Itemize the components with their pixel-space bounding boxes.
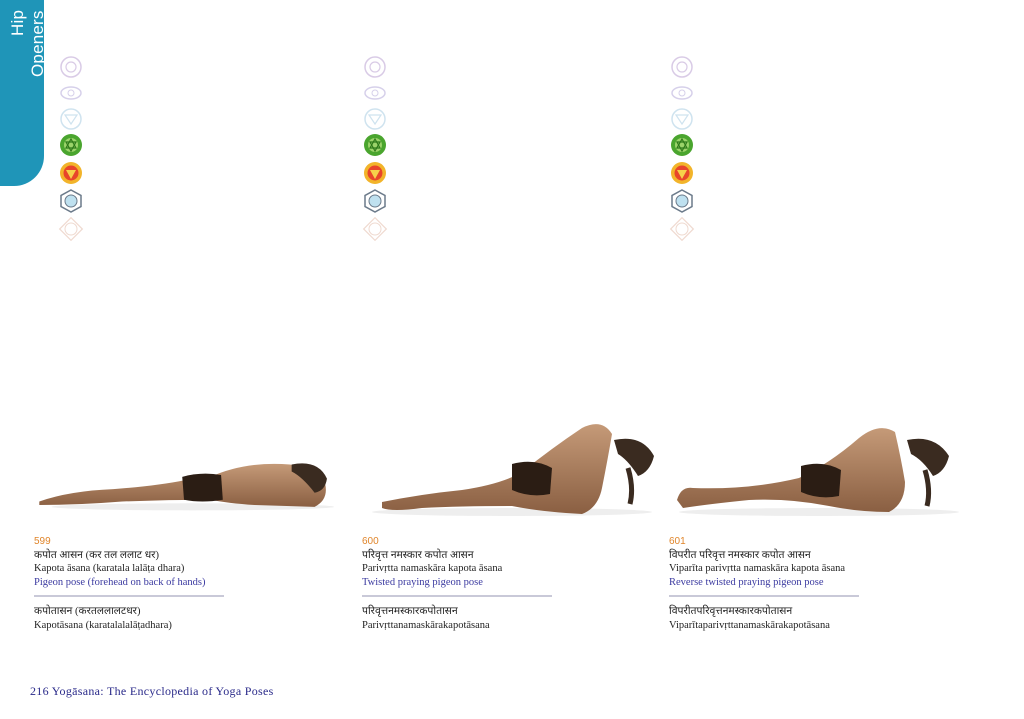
- anahata-chakra-icon: [362, 132, 388, 158]
- sahasrara-chakra-icon: [362, 54, 388, 80]
- pose-english-name: Reverse twisted praying pigeon pose: [669, 576, 824, 588]
- manipura-chakra-icon: [669, 160, 695, 186]
- vishuddha-chakra-icon: [362, 106, 388, 132]
- svadhisthana-chakra-icon: [58, 188, 84, 214]
- ajna-chakra-icon: [669, 80, 695, 106]
- svadhisthana-chakra-icon: [362, 188, 388, 214]
- pose-caption-599: [34, 535, 334, 632]
- pose-english-name: Pigeon pose (forehead on back of hands): [34, 576, 206, 588]
- pose-compound-transliteration: Parivṛttanamaskārakapotāsana: [362, 619, 490, 631]
- pose-caption-600: [362, 535, 662, 632]
- pose-sanskrit-devanagari: कपोत आसन (कर तल ललाट धर): [34, 549, 159, 561]
- pose-photo-pigeon: [34, 408, 334, 528]
- vishuddha-chakra-icon: [669, 106, 695, 132]
- pose-compound-devanagari: कपोतासन (करतललालटधर): [34, 606, 141, 617]
- pose-compound-transliteration: Viparītaparivṛttanamaskārakapotāsana: [669, 619, 830, 631]
- pose-sanskrit-devanagari: विपरीत परिवृत्त नमस्कार कपोत आसन: [669, 549, 811, 561]
- pose-number: 600: [362, 536, 379, 547]
- pose-caption-601: [669, 535, 969, 632]
- section-tab: [0, 0, 47, 186]
- pose-compound-devanagari: विपरीतपरिवृत्तनमस्कारकपोतासन: [669, 606, 793, 617]
- pose-english-name: Twisted praying pigeon pose: [362, 576, 483, 588]
- divider: [362, 595, 552, 597]
- pose-compound-transliteration: Kapotāsana (karatalalalāṭadhara): [34, 619, 172, 631]
- pose-compound-devanagari: परिवृत्तनमस्कारकपोतासन: [362, 606, 458, 617]
- vishuddha-chakra-icon: [58, 106, 84, 132]
- pose-photo-twisted-praying-pigeon: [362, 408, 662, 528]
- pose-sanskrit-transliteration: Parivṛtta namaskāra kapota āsana: [362, 563, 503, 574]
- manipura-chakra-icon: [362, 160, 388, 186]
- pose-sanskrit-transliteration: Viparīta parivṛtta namaskāra kapota āsana: [669, 563, 846, 574]
- divider: [669, 595, 859, 597]
- page-footer: 216 Yogāsana: The Encyclopedia of Yoga Poses: [30, 684, 274, 698]
- sahasrara-chakra-icon: [669, 54, 695, 80]
- muladhara-chakra-icon: [669, 216, 695, 242]
- svadhisthana-chakra-icon: [669, 188, 695, 214]
- muladhara-chakra-icon: [362, 216, 388, 242]
- pose-number: 601: [669, 536, 686, 547]
- pose-photo-reverse-twisted-praying-pigeon: [669, 408, 969, 528]
- anahata-chakra-icon: [669, 132, 695, 158]
- ajna-chakra-icon: [362, 80, 388, 106]
- section-tab-label: Hip Openers: [8, 10, 47, 77]
- sahasrara-chakra-icon: [58, 54, 84, 80]
- pose-sanskrit-devanagari: परिवृत्त नमस्कार कपोत आसन: [362, 549, 474, 561]
- pose-number: 599: [34, 536, 51, 547]
- muladhara-chakra-icon: [58, 216, 84, 242]
- divider: [34, 595, 224, 597]
- manipura-chakra-icon: [58, 160, 84, 186]
- pose-sanskrit-transliteration: Kapota āsana (karatala lalāṭa dhara): [34, 563, 185, 574]
- anahata-chakra-icon: [58, 132, 84, 158]
- ajna-chakra-icon: [58, 80, 84, 106]
